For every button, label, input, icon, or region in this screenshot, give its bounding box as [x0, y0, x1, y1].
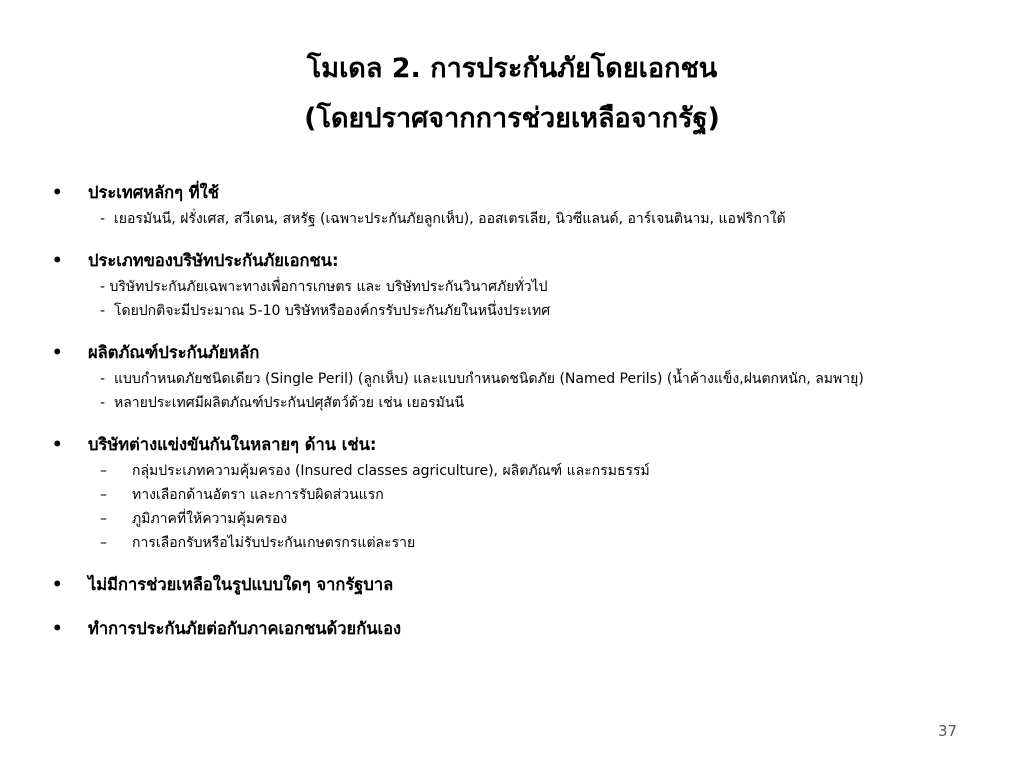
section-company-types: [46, 248, 976, 322]
list-item: [46, 485, 976, 506]
title-line-2: (โดยปราศจากการช่วยเหลือจากรัฐ): [304, 103, 720, 134]
list-item-text: กลุ่มประเภทความคุ้มครอง (Insured classes agriculture), ผลิตภัณฑ์ และกรมธรรม์: [132, 463, 650, 479]
list-item: [46, 209, 976, 230]
list-item-text: โดยปกติจะมีประมาณ 5-10 บริษัทหรือองค์กรรับประกันภัยในหนึ่งประเทศ: [113, 303, 551, 319]
bullet-heading: [46, 432, 976, 458]
bullet-icon: •: [52, 343, 63, 362]
list-item-text: หลายประเทศมีผลิตภัณฑ์ประกันปศุสัตว์ด้วย เช่น เยอรมันนี: [113, 395, 465, 411]
dash-icon: –: [100, 535, 107, 551]
dash-icon: –: [100, 463, 107, 479]
dash-icon: -: [100, 395, 106, 411]
heading-text: ผลิตภัณฑ์ประกันภัยหลัก: [88, 343, 260, 362]
section-no-government-support: [46, 572, 976, 598]
list-item-text: บริษัทประกันภัยเฉพาะทางเพื่อการเกษตร และ บริษัทประกันวินาศภัยทั่วไป: [109, 279, 548, 295]
list-item-text: ภูมิภาคที่ให้ความคุ้มครอง: [132, 511, 288, 527]
list-item: [46, 277, 976, 298]
list-item: [46, 509, 976, 530]
dash-icon: -: [100, 279, 106, 295]
heading-text: ทำการประกันภัยต่อกับภาคเอกชนด้วยกันเอง: [88, 619, 402, 638]
list-item: [46, 461, 976, 482]
bullet-icon: •: [52, 575, 63, 594]
list-item: [46, 369, 976, 390]
dash-icon: -: [100, 211, 106, 227]
heading-text: ไม่มีการช่วยเหลือในรูปแบบใดๆ จากรัฐบาล: [88, 575, 394, 594]
bullet-icon: •: [52, 435, 63, 454]
title-line-1: โมเดล 2. การประกันภัยโดยเอกชน: [306, 53, 718, 84]
list-item: [46, 533, 976, 554]
list-item: [46, 301, 976, 322]
list-item-text: ทางเลือกด้านอัตรา และการรับผิดส่วนแรก: [132, 487, 384, 503]
section-private-reinsurance: [46, 616, 976, 642]
dash-icon: –: [100, 487, 107, 503]
bullet-heading: [46, 248, 976, 274]
bullet-heading: [46, 180, 976, 206]
bullet-heading: [46, 340, 976, 366]
heading-text: ประเภทของบริษัทประกันภัยเอกชน:: [88, 251, 339, 270]
bullet-heading: [46, 616, 976, 642]
list-item: [46, 393, 976, 414]
slide-title: [0, 44, 1024, 144]
list-item-text: การเลือกรับหรือไม่รับประกันเกษตรกรแต่ละราย: [132, 535, 416, 551]
dash-icon: -: [100, 371, 106, 387]
slide-body: [46, 180, 976, 660]
bullet-heading: [46, 572, 976, 598]
list-item-text: เยอรมันนี, ฝรั่งเศส, สวีเดน, สหรัฐ (เฉพาะประกันภัยลูกเห็บ), ออสเตรเลีย, นิวซีแลนด์, อาร์เจนตินาม, แอฟริกาใต้: [113, 211, 786, 227]
section-main-products: [46, 340, 976, 414]
page-number: 37: [938, 722, 958, 740]
bullet-icon: •: [52, 183, 63, 202]
heading-text: ประเทศหลักๆ ที่ใช้: [88, 183, 219, 202]
heading-text: บริษัทต่างแข่งขันกันในหลายๆ ด้าน เช่น:: [88, 435, 377, 454]
list-item-text: แบบกำหนดภัยชนิดเดียว (Single Peril) (ลูกเห็บ) และแบบกำหนดชนิดภัย (Named Perils) (น้ำค้างแข็ง,ฝนตกหนัก, ลมพายุ): [113, 371, 864, 387]
bullet-icon: •: [52, 619, 63, 638]
section-main-countries: [46, 180, 976, 230]
bullet-icon: •: [52, 251, 63, 270]
section-competition: [46, 432, 976, 554]
dash-icon: -: [100, 303, 106, 319]
dash-icon: –: [100, 511, 107, 527]
